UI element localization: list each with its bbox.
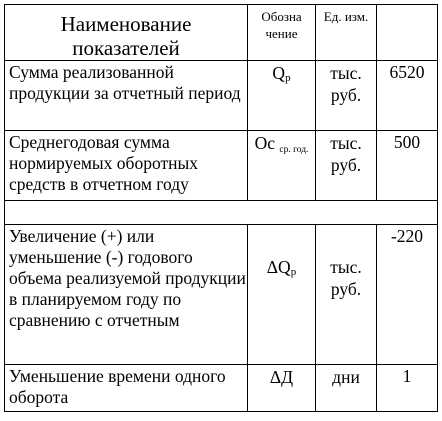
symbol-subscript: р [285, 72, 291, 84]
row-symbol-cell: ΔД [248, 365, 316, 412]
row-value-cell: -220 [377, 225, 438, 365]
row-unit-cell: тыс. руб. [316, 61, 377, 131]
symbol-subscript: р [290, 266, 297, 278]
symbol-text: Ос [254, 133, 275, 153]
row-symbol-cell [248, 225, 316, 365]
row-name-cell: Сумма реализованной продукции за отчетный период [5, 61, 248, 131]
symbol-subscript: ср. год. [279, 145, 309, 155]
header-value-cell [377, 5, 438, 61]
row-symbol-cell [248, 61, 316, 131]
header-symbol-cell: Обозна чение [248, 5, 316, 61]
row-name-cell: Уменьшение времени одного оборота [5, 365, 248, 412]
row-unit-cell: тыс. руб. [316, 225, 377, 365]
indicators-table [4, 4, 438, 412]
row-value-cell: 1 [377, 365, 438, 412]
table-row [5, 61, 438, 131]
table-row [5, 365, 438, 412]
table-spacer-row [5, 201, 438, 225]
row-value-cell: 6520 [377, 61, 438, 131]
row-unit-cell: дни [316, 365, 377, 412]
row-value-cell: 500 [377, 131, 438, 201]
table-row [5, 131, 438, 201]
row-name-cell: Среднегодовая сумма нормируемых оборотных средств в отчетном году [5, 131, 248, 201]
table-header-row [5, 5, 438, 61]
row-symbol-cell [248, 131, 316, 201]
symbol-text: ΔQ [266, 257, 291, 277]
symbol-text: Q [272, 63, 286, 83]
row-unit-cell: тыс. руб. [316, 131, 377, 201]
spacer-cell [5, 201, 438, 225]
row-name-cell: Увеличение (+) или уменьшение (-) годового объема реализуемой продукции в планируемом году по сравнению с отчетным [5, 225, 248, 365]
table-row [5, 225, 438, 365]
header-unit-cell: Ед. изм. [316, 5, 377, 61]
header-name-cell: Наименование показателей [5, 5, 248, 61]
